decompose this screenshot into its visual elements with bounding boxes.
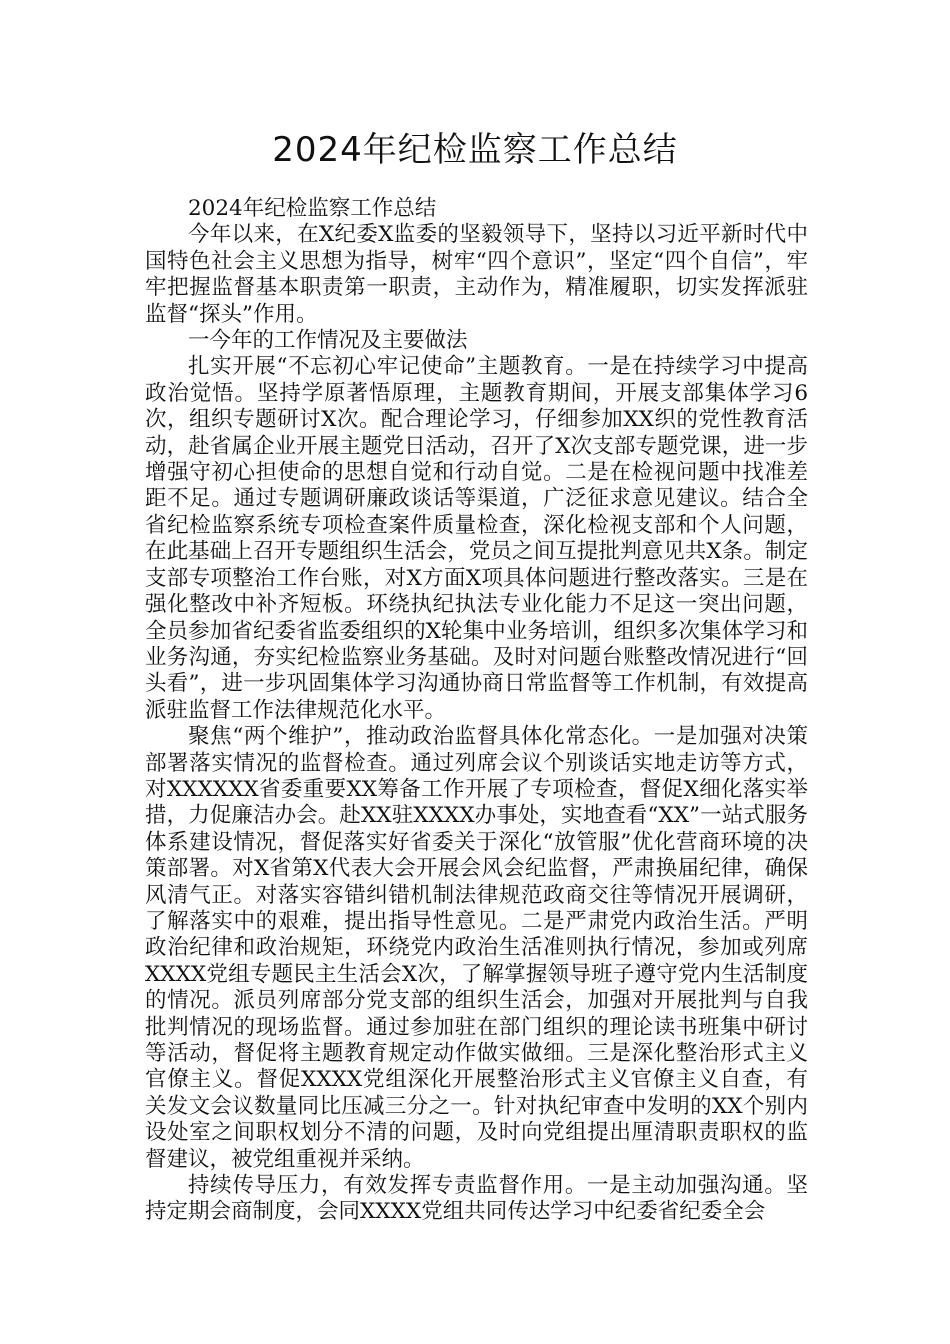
paragraph-pressure-transmission: 持续传导压力，有效发挥专责监督作用。一是主动加强沟通。坚持定期会商制度，会同XXXX党组共同传达学习中纪委省纪委全会 (145, 1173, 808, 1225)
paragraph-political-supervision: 聚焦“两个维护”，推动政治监督具体化常态化。一是加强对决策部署落实情况的监督检查。通过列席会议个别谈话实地走访等方式，对XXXXXX省委重要XX筹备工作开展了专项检查，督促X细化落实举措，力促廉洁办会。赴XX驻XXXX办事处，实地查看“XX”一站式服务体系建设情况，督促落实好省委关于深化“放管服”优化营商环境的决策部署。对X省第X代表大会开展会风会纪监督，严肃换届纪律，确保风清气正。对落实容错纠错机制法律规范政商交往等情况开展调研，了解落实中的艰难，提出指导性意见。二是严肃党内政治生活。严明政治纪律和政治规矩，环绕党内政治生活准则执行情况，参加或列席XXXX党组专题民主生活会X次，了解掌握领导班子遵守党内生活制度的情况。派员列席部分党支部的组织生活会，加强对开展批判与自我批判情况的现场监督。通过参加驻在部门组织的理论读书班集中研讨等活动，督促将主题教育规定动作做实做细。三是深化整治形式主义官僚主义。督促XXXX党组深化开展整治形式主义官僚主义自查，有关发文会议数量同比压减三分之一。针对执纪审查中发明的XX个别内设处室之间职权划分不清的问题，及时向党组提出厘清职责职权的监督建议，被党组重视并采纳。 (145, 724, 808, 1172)
paragraph-subtitle: 2024年纪检监察工作总结 (188, 196, 437, 221)
paragraph-intro: 今年以来，在X纪委X监委的坚毅领导下，坚持以习近平新时代中国特色社会主义思想为指导，树牢“四个意识”，坚定“四个自信”，牢牢把握监督基本职责第一职责，主动作为，精准履职，切实发挥派驻监督“探头”作用。 (145, 222, 808, 327)
document-title: 2024年纪检监察工作总结 (272, 130, 678, 170)
section-heading: 一今年的工作情况及主要做法 (188, 328, 468, 354)
document-body (145, 196, 808, 1226)
paragraph-theme-education: 扎实开展“不忘初心牢记使命”主题教育。一是在持续学习中提高政治觉悟。坚持学原著悟原理，主题教育期间，开展支部集体学习6次，组织专题研讨X次。配合理论学习，仔细参加XX织的党性教育活动，赴省属企业开展主题党日活动，召开了X次支部专题党课，进一步增强守初心担使命的思想自觉和行动自觉。二是在检视问题中找准差距不足。通过专题调研廉政谈话等渠道，广泛征求意见建议。结合全省纪检监察系统专项检查案件质量检查，深化检视支部和个人问题，在此基础上召开专题组织生活会，党员之间互提批判意见共X条。制定支部专项整治工作台账，对X方面X项具体问题进行整改落实。三是在强化整改中补齐短板。环绕执纪执法专业化能力不足这一突出问题，全员参加省纪委省监委组织的X轮集中业务培训，组织多次集体学习和业务沟通，夯实纪检监察业务基础。及时对问题台账整改情况进行“回头看”，进一步巩固集体学习沟通协商日常监督等工作机制，有效提高派驻监督工作法律规范化水平。 (145, 354, 808, 723)
